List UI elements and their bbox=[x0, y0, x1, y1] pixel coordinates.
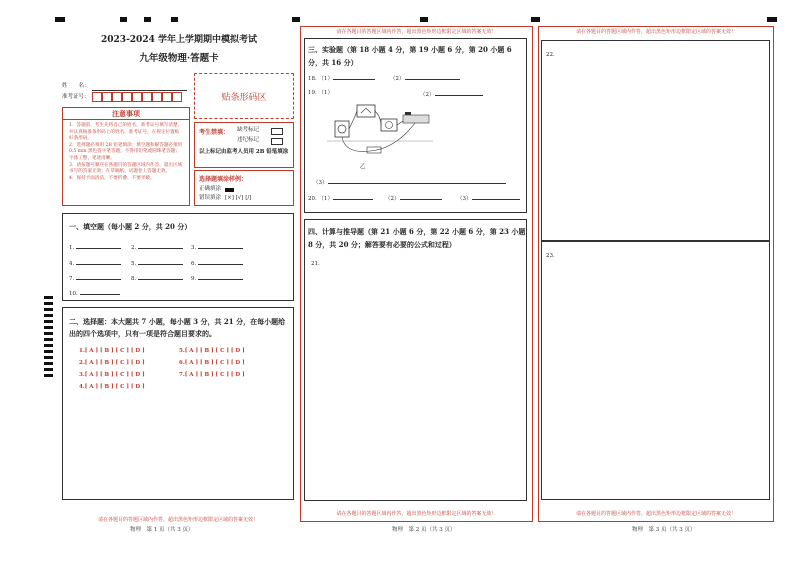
question-23-area[interactable] bbox=[541, 241, 770, 500]
candidate-box bbox=[194, 122, 294, 168]
notice-box bbox=[62, 107, 190, 206]
sub-label: （1） bbox=[318, 90, 333, 96]
sub-label: （3） bbox=[457, 196, 472, 202]
absent-checkbox[interactable] bbox=[271, 128, 283, 135]
sub-label: （2） bbox=[390, 76, 405, 82]
choice-row-7[interactable]: 7.[ A ] [ B ] [ C ] [ D ] bbox=[179, 372, 245, 378]
sub-label: （1） bbox=[318, 76, 333, 82]
answer-blank[interactable] bbox=[76, 273, 121, 280]
notice-item: 1．答题前，考生先将自己的姓名，准考证号填写清楚，并认真核准条形码上的姓名、准考证号，在规定位置贴好条形码。 bbox=[69, 123, 183, 142]
question-number: 2. bbox=[131, 245, 137, 251]
answer-blank[interactable] bbox=[198, 273, 243, 280]
warning-text: 请在各题目的答题区域内作答，超出黑色矩形边框限定区域的答案无效！ bbox=[336, 29, 497, 35]
absent-label: 缺考标记 bbox=[237, 127, 260, 133]
warning-text: 请在各题目的答题区域内作答，超出黑色矩形边框限定区域的答案无效！ bbox=[575, 29, 736, 35]
exam-title: 2023-2024 学年上学期期中模拟考试 bbox=[101, 35, 257, 45]
answer-blank[interactable] bbox=[198, 258, 243, 265]
choice-row-5[interactable]: 5.[ A ] [ B ] [ C ] [ D ] bbox=[179, 348, 245, 354]
correct-fill-example bbox=[225, 188, 234, 192]
question-22-area[interactable] bbox=[541, 40, 770, 241]
violation-checkbox[interactable] bbox=[271, 138, 283, 145]
wrong-fill-marks: [×] [√] [/] bbox=[225, 195, 252, 201]
figure-label: 乙 bbox=[360, 164, 366, 170]
answer-blank[interactable] bbox=[435, 89, 483, 96]
question-number: 7. bbox=[69, 276, 75, 282]
calculation-section bbox=[304, 219, 527, 501]
subject-title: 九年级物理·答题卡 bbox=[139, 53, 219, 64]
name-label: 姓 名： bbox=[62, 83, 90, 89]
section1-title: 一、填空题（每小题 2 分，共 20 分） bbox=[69, 222, 192, 231]
answer-blank[interactable] bbox=[333, 73, 375, 80]
question-number: 23. bbox=[546, 253, 555, 259]
warning-text: 请在各题目的答题区域内作答，超出黑色矩形边框限定区域的答案无效！ bbox=[336, 511, 497, 517]
question-number: 3. bbox=[191, 245, 197, 251]
sub-label: （1） bbox=[318, 196, 333, 202]
violation-label: 违纪标记 bbox=[237, 137, 260, 143]
name-field[interactable] bbox=[92, 84, 187, 91]
question-number: 4. bbox=[69, 261, 75, 267]
question-number: 10. bbox=[69, 291, 78, 297]
circuit-diagram bbox=[325, 99, 435, 169]
answer-blank[interactable] bbox=[405, 73, 460, 80]
question-number: 1. bbox=[69, 245, 75, 251]
correct-fill-label: 正确填涂 bbox=[199, 186, 222, 192]
answer-blank[interactable] bbox=[400, 193, 442, 200]
sub-label: （2） bbox=[420, 92, 435, 98]
barcode-label: 贴条形码区 bbox=[221, 93, 267, 103]
answer-blank[interactable] bbox=[472, 193, 520, 200]
fill-example-box bbox=[194, 170, 294, 206]
alignment-mark bbox=[171, 17, 178, 22]
warning-text: 请在各题目的答题区域内作答，超出黑色矩形边框限定区域的答案无效！ bbox=[575, 511, 736, 517]
question-number: 6. bbox=[191, 261, 197, 267]
alignment-mark bbox=[120, 17, 127, 22]
wrong-fill-label: 错误填涂 bbox=[199, 195, 222, 201]
choice-row-2[interactable]: 2.[ A ] [ B ] [ C ] [ D ] bbox=[79, 360, 145, 366]
question-number: 18. bbox=[308, 76, 317, 82]
alignment-mark bbox=[55, 17, 65, 22]
section4-title: 四、计算与推导题（第 21 小题 6 分，第 22 小题 6 分，第 23 小题 8 分，共 20 分；解答要有必要的公式和过程） bbox=[308, 227, 526, 249]
notice-item: 4．保持卡面清洁，不要折叠、不要弄破。 bbox=[69, 175, 155, 181]
answer-blank[interactable] bbox=[76, 258, 121, 265]
question-number: 8. bbox=[131, 276, 137, 282]
candidate-label: 考生禁填： bbox=[199, 129, 230, 136]
question-number: 22. bbox=[546, 52, 555, 58]
answer-blank[interactable] bbox=[76, 242, 121, 249]
experiment-section bbox=[304, 38, 527, 213]
answer-blank[interactable] bbox=[328, 177, 506, 184]
answer-blank[interactable] bbox=[138, 258, 183, 265]
answer-blank[interactable] bbox=[198, 242, 243, 249]
barcode-area bbox=[194, 73, 294, 119]
fill-example-title: 选择题填涂样例： bbox=[199, 176, 248, 183]
alignment-mark bbox=[531, 17, 540, 22]
choice-row-3[interactable]: 3.[ A ] [ B ] [ C ] [ D ] bbox=[79, 372, 145, 378]
question-number: 5. bbox=[131, 261, 137, 267]
answer-blank[interactable] bbox=[333, 193, 373, 200]
fill-note: 以上标记由监考人员用 2B 铅笔填涂 bbox=[199, 149, 289, 155]
section3-title: 三、实验题（第 18 小题 4 分，第 19 小题 6 分，第 20 小题 6 分，共 16 分） bbox=[308, 45, 512, 67]
notice-item: 3．请按题号顺序在各题目的答题区域内作答，超出区域书写的答案无效；在草稿纸、试题卷上答题无效。 bbox=[69, 162, 183, 175]
question-number: 9. bbox=[191, 276, 197, 282]
notice-title: 注意事项 bbox=[63, 108, 189, 120]
answer-blank[interactable] bbox=[138, 273, 183, 280]
id-label: 准考证号： bbox=[62, 94, 90, 100]
notice-item: 2．选择题必须用 2B 铅笔填涂；填空题和解答题必须用 0.5 mm 黑色签字笔答题，不得用铅笔或圆珠笔答题；字体工整、笔迹清晰。 bbox=[69, 142, 183, 161]
choice-row-1[interactable]: 1.[ A ] [ B ] [ C ] [ D ] bbox=[79, 348, 145, 354]
choice-row-4[interactable]: 4.[ A ] [ B ] [ C ] [ D ] bbox=[79, 384, 145, 390]
multiple-choice-section bbox=[62, 307, 294, 500]
alignment-mark bbox=[292, 17, 300, 22]
page-footer: 物理 第 2 页（共 3 页） bbox=[392, 527, 456, 533]
page-footer: 物理 第 1 页（共 3 页） bbox=[130, 527, 194, 533]
answer-blank[interactable] bbox=[80, 288, 120, 295]
page-footer: 物理 第 3 页（共 3 页） bbox=[632, 527, 696, 533]
sub-label: （3） bbox=[313, 180, 328, 186]
fill-in-section bbox=[62, 213, 294, 301]
question-number: 20. bbox=[308, 196, 317, 202]
sub-label: （2） bbox=[385, 196, 400, 202]
alignment-mark bbox=[420, 17, 428, 22]
answer-blank[interactable] bbox=[138, 242, 183, 249]
alignment-mark bbox=[767, 17, 777, 22]
question-number: 21. bbox=[311, 261, 320, 267]
warning-text: 请在各题目的答题区域内作答，超出黑色矩形边框限定区域的答案无效！ bbox=[97, 517, 258, 523]
question-number: 19. bbox=[308, 90, 317, 96]
choice-row-6[interactable]: 6.[ A ] [ B ] [ C ] [ D ] bbox=[179, 360, 245, 366]
section2-title: 二、选择题：本大题共 7 小题，每小题 3 分，共 21 分，在每小题给出的四个选项中，只有一项是符合题目要求的。 bbox=[69, 317, 286, 338]
alignment-mark bbox=[144, 17, 151, 22]
